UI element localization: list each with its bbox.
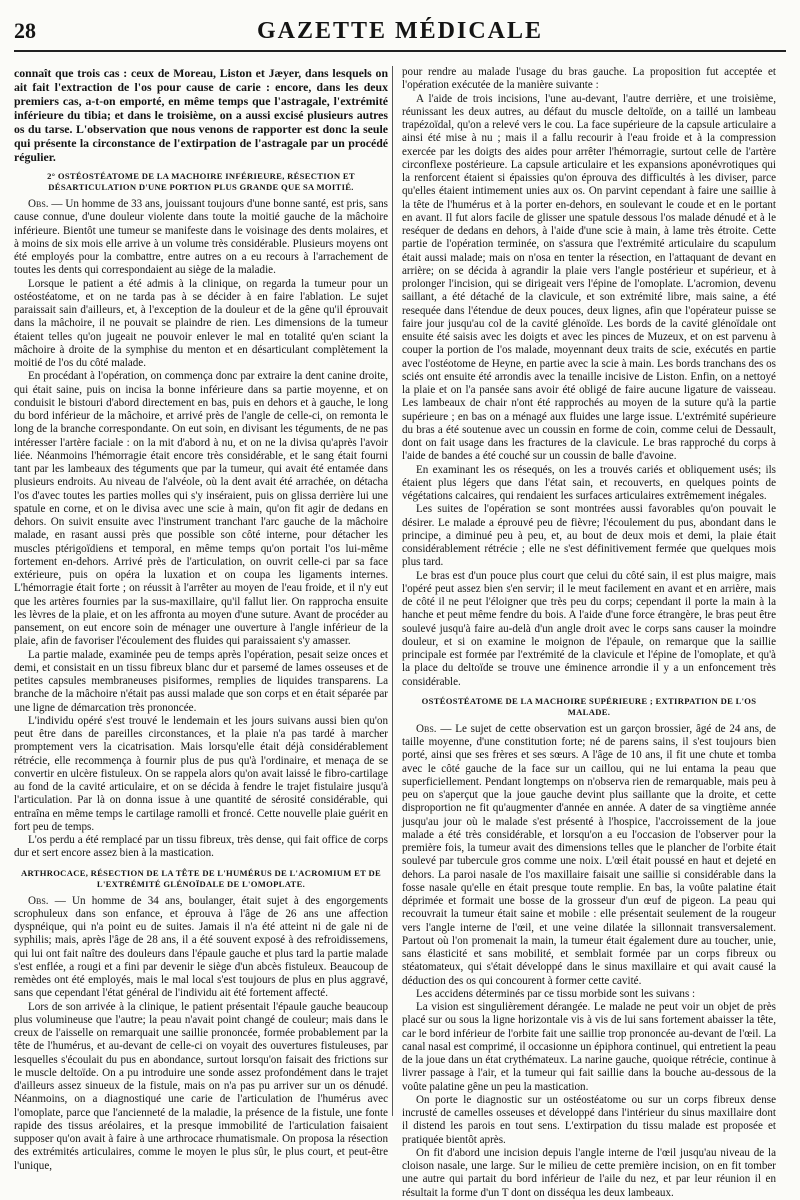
- paragraph: Les suites de l'opération se sont montrées aussi favorables qu'on pouvait le désirer. Le malade a éprouvé peu de fièvre; l'écoulement du pus, abondant dans le principe, a diminué peu à peu, et, au bout de deux mois et demi, la plaie était considérablement rétrécie ; elle ne s'est définitivement fermée que quelques mois plus tard.: [402, 503, 776, 569]
- paragraph: L'individu opéré s'est trouvé le lendemain et les jours suivans aussi bien qu'on peut être dans de pareilles circonstances, et la plaie n'a pas tardé à marcher promptement vers la cicatrisation. Mais lorsqu'elle était déjà considérablement rétrécie, elle recommença à fournir plus de pus qu'à l'ordinaire, et menaça de se convertir en ulcère fistuleux. On se rappela alors qu'on avait laissé le fibro-cartilage au fond de la cavité articulaire, et on se décida à fendre le trajet fistulaire jusqu'à l'articulation. Par là on donna issue à une quantité de sérosité considérable, qui entraîna en même temps le cartilage ramolli et froncé. Cette nouvelle plaie guérit en fort peu de temps.: [14, 714, 388, 833]
- section-heading: 2° OSTÉOSTÉATOME DE LA MACHOIRE INFÉRIEURE, RÉSECTION ET DÉSARTICULATION D'UNE PORTION PLUS GRANDE QUE SA MOITIÉ.: [47, 171, 355, 192]
- journal-title: GAZETTE MÉDICALE: [256, 18, 544, 44]
- obs-label: Obs.: [416, 722, 437, 735]
- paragraph: [14, 895, 388, 1001]
- paragraph: [402, 723, 776, 988]
- paragraph: La vision est singulièrement dérangée. Le malade ne peut voir un objet de près placé sur ou sous la ligne horizontale vis à vis de lui sans fortement abaisser la tête, car le bord inférieur de l'orbite fait une saillie trop prononcée au-devant de l'œil. La canal nasal est comprimé, il occasionne un épiphora continuel, qui entretient la peau de la joue dans un état crythémateux. La narine gauche, quoique rétrécie, continue à livrer passage à l'air, et la tumeur qui fait saillie dans la bouche au-dessous de la voûte palatine gêne un peu la mastication.: [402, 1001, 776, 1093]
- paragraph: Les accidens déterminés par ce tissu morbide sont les suivans :: [416, 987, 696, 1000]
- paragraph: En procédant à l'opération, on commença donc par extraire la dent canine droite, qui était saine, puis on incisa la bonne inférieure dans sa partie moyenne, et on conduisit le bistouri d'abord directement en bas, puis en dehors et à gauche, le long du bord inférieur de la mâchoire, et arrivé près de l'angle de celle-ci, on remonta le long de la branche correspondante. On eut soin, en divisant les téguments, de ne pas intéresser l'artère faciale : on la mit d'abord à nu, et on ne la divisa qu'après l'avoir liée. Néanmoins l'hémorragie était encore très considérable, et le sang était fourni tant par les lambeaux des téguments que par la tumeur, qui avait été entamée dans plusieurs endroits. Au niveau de l'alvéole, où la dent avait été arrachée, on détacha l'os d'avec toutes les parties molles qui s'y inséraient, puis on glissa derrière lui une spatule en corne, et on le divisa avec une scie à main, qu'on fit agir de dedans en dehors. On suivit ensuite avec l'instrument tranchant l'arc gauche de la mâchoire malade, en rasant aussi près que possible son côté interne, pour détacher les muscles ptérigoïdiens et temporal, en même temps qu'on portait l'os lui-même fortement en-dehors. Arrivé près de l'articulation, on ouvrit celle-ci par sa face extérieure, puis on opéra la luxation et on coupa les ligaments internes. L'hémorragie était forte ; on réussit à l'arrêter au moyen de l'eau froide, et il n'y eut que les artères fournies par la sus-maxillaire, qu'il fallut lier. On rapprocha ensuite les lèvres de la plaie, et on les affronta au moyen d'une suture. Avant de procéder au pansement, on eut encore soin de ménager une ouverture à l'angle inférieur de la plaie, afin de favoriser l'écoulement des fluides qui paraissaient s'y amasser.: [14, 370, 388, 648]
- page-header: [14, 16, 786, 52]
- paragraph: L'os perdu a été remplacé par un tissu fibreux, très dense, qui fait office de corps dur et sert encore assez bien à la mastication.: [14, 834, 388, 860]
- lead-paragraph: connaît que trois cas : ceux de Moreau, Liston et Jæyer, dans lesquels on ait fait l'extraction de l'os pour cause de carie : encore, dans les deux premiers cas, a-t-on emporté, en même temps que l'astragale, l'extrémité inférieure du tibia; et dans le troisième, on a aussi excisé plusieurs autres os du tarse. L'observation que nous venons de rapporter est donc la seule qui présente la circonstance de l'extirpation de l'astragale par un procédé régulier.: [14, 66, 388, 164]
- paragraph: On fit d'abord une incision depuis l'angle interne de l'œil jusqu'au niveau de la cloison nasale, une large. Sur le milieu de cette première incision, on en fit tomber une autre qui partait du bord inférieur de l'aile du nez, et par leur réunion il en résultait la forme d'un T dont on disséqua les deux lambeaux.: [402, 1146, 776, 1199]
- right-column: [402, 66, 776, 1199]
- obs-label: Obs.: [28, 894, 49, 907]
- paragraph: A l'aide de trois incisions, l'une au-devant, l'autre derrière, et une troisième, réunissant les deux autres, au défaut du muscle deltoïde, on a taillé un lambeau trapézoïdal, qu'on a relevé vers le cou. La face supérieure de la capsule articulaire a ainsi été mise à nu ; mais il a fallu recourir à l'eau froide et à la compression exercée par les doigts des aides pour arrêter l'hémorragie, surtout celle de l'artère circonflexe postérieure. La capsule articulaire et les expansions aponévrotiques qui la renforcent étaient si épaissies qu'on éprouva des difficultés à les diviser, parce qu'elles étaient intimement unies aux os. On parvint cependant à faire une saillie à la tête de l'humérus et à la porter en-dehors, en soulevant le coude et en le portant en avant. Il fut alors facile de glisser une spatule dessous l'os malade dénudé et à le reséquer de dedans en dehors, à l'aide d'une scie à main, à lame très étroite. Cette partie de l'opération terminée, on s'assura que l'extrémité articulaire du scapulum était aussi malade; mais on n'osa en tenter la résection, en l'attaquant de devant en arrière; on se décida à agrandir la plaie vers l'angle postérieur et supérieur, et à prolonger l'incision, qui se dirigeait vers l'épine de l'omoplate. L'acromion, devenu saillant, a été détaché de la clavicule, et son extrémité libre, mais saine, a été resequée dans l'étendue de deux pouces, deux lignes, afin que l'opérateur puisse se faire jour jusqu'au col de la cavité glénoïde. Les bords de la cavité glénoïdale ont ensuite été saisis avec les doigts et avec les pinces de Muzeux, et on est parvenu à couper la portion de l'os malade, moyennant deux traits de scie, exécutés en partie avec l'ostéotome de Heyne, en partie avec la scie à main. Les bords tranchans des os sciés ont ensuite été arrondis avec la tenaille incisive de Liston. Enfin, on a nettoyé la plaie et on l'a pansée sans avoir été obligé de faire aucune ligature de vaisseau. Les lambeaux de chair n'ont été rapprochés au moyen de la suture qu'à la partie supérieure ; en bas on a ménagé aux fluides une large issue. L'extrémité supérieure du bras a été soutenue avec un coussin en forme de coin, comme celui de Dessault, dont on fait usage dans les fractures de la clavicule. Le bras rapproché du corps à l'aide de bandes a été couché sur un coussin de balle d'avoine.: [402, 92, 776, 463]
- paragraph: En examinant les os résequés, on les a trouvés cariés et obliquement usés; ils étaient plus légers que dans l'état sain, et recouverts, en quelques points de végétations calcaires, qui rendaient les surfaces articulaires extrêmement inégales.: [402, 463, 776, 502]
- paragraph: On porte le diagnostic sur un ostéostéatome ou sur un corps fibreux dense incrusté de camelles osseuses et développé dans l'intérieur du sinus maxillaire dont il distend les parois en tout sens. L'extirpation du tissu malade est proposée et pratiquée bientôt après.: [402, 1093, 776, 1146]
- paragraph: Lors de son arrivée à la clinique, le patient présentait l'épaule gauche beaucoup plus volumineuse que l'autre; la peau n'avait point changé de couleur; mais dans le creux de l'aisselle on remarquait une saillie prononcée, formée probablement par la tête de l'humérus, et au-devant de celle-ci on voyait des ouvertures fistuleuses, par lesquelles s'écoulait du pus en abondance, surtout lorsqu'on faisait des frictions sur le muscle deltoïde. On a pu introduire une sonde assez profondément dans le trajet d'ailleurs assez sinueux de la fistule, mais on n'a pas pu arriver sur un os dénudé. Néanmoins, on a diagnostiqué une carie de l'articulation de l'humérus avec l'omoplate, parce que l'ancienneté de la maladie, la présence de la fistule, une fonte rapide des tissus aréolaires, et la presque immobilité de l'articulation faisaient supposer qu'on avait à faire à une arthrocace rhumatismale. On proposa la résection des extrémités articulaires, comme le moyen le plus sûr, le plus court, et peut-être l'unique,: [14, 1000, 388, 1172]
- left-column: [14, 66, 388, 1172]
- paragraph: [14, 198, 388, 278]
- section-heading: ARTHROCACE, RÉSECTION DE LA TÊTE DE L'HUMÉRUS DE L'ACROMIUM ET DE L'EXTRÉMITÉ GLÉNOÏDALE DE L'OMOPLATE.: [20, 867, 382, 889]
- section-heading: OSTÉOSTÉATOME DE LA MACHOIRE SUPÉRIEURE ; EXTIRPATION DE L'OS MALADE.: [421, 695, 757, 717]
- paragraph: Lorsque le patient a été admis à la clinique, on regarda la tumeur pour un ostéostéatome, et on ne tarda pas à se décider à en faire l'ablation. Le sujet paraissait sain d'ailleurs, et, à l'exception de la douleur et de la gêne qu'il éprouvait dans la mâchoire, il ne pouvait se plaindre de rien. Les dimensions de la tumeur étaient telles qu'on jugeait ne pouvoir enlever le mal en totalité qu'en sciant la mâchoire à droite de la symphise du menton et en désarticulant complètement la moitié de l'os du côté malade.: [14, 277, 388, 369]
- paragraph-text: — Le sujet de cette observation est un garçon brossier, âgé de 24 ans, de taille moyenne, d'une constitution forte; né de parens sains, il s'est toujours bien porté, ainsi que ses frères et ses sœurs. A l'âge de 10 ans, il fit une chute et tomba avec le côté gauche de la face sur un caillou, qui ne lui entama la peau que superficiellement. Pendant longtemps on n'observa rien de remarquable, mais peu à peu on s'aperçut que la joue gauche devint plus saillante que la droite, et cette disproportion ne fit qu'augmenter d'année en année. A dater de sa vingtième année jusqu'au jour où le malade s'est présenté à l'hospice, l'accroissement de la joue malade a été très considérable, et lorsqu'on a eu l'occasion de l'observer pour la première fois, la tumeur avait des dimensions telles que le plancher de l'orbite était soulevé par tubercule gros comme une noix. L'œil était poussé en haut et dejeté en dehors. La paroi nasale de l'os maxillaire faisait une saillie si considérable dans la fosse nasale qu'elle en était presque toute remplie. En bas, la voûte palatine était déprimée et formait une bosse de la grosseur d'un œuf de pigeon. La peau qui recouvrait la tumeur était saine et mobile : elle présentait seulement de la rougeur vers l'angle interne de l'œil, et une veine dilatée la sillonnait transversalement. Partout où l'on promenait la main, la tumeur était également dure au toucher, unie, sans élasticité et sans mobilité, et semblait formée par un corps fibreux ou stéatomateux, qui s'était développé dans le sinus maxillaire et qui avait causé la déduction des os qui concourent à former cette cavité.: [402, 722, 776, 987]
- column-divider: [392, 66, 393, 1116]
- obs-label: Obs.: [28, 198, 49, 210]
- paragraph-text: — Un homme de 33 ans, jouissant toujours d'une bonne santé, est pris, sans cause connue, d'une douleur violente dans toute la moitié gauche de la mâchoire inférieure. Bientôt une tumeur se manifeste dans le voisinage des dents molaires, et à moins de six mois elle arrive à un volume très considérable. Plusieurs moyens ont été employés pour la combattre, entre autres on a eu recours à l'arrachement de toutes les dents qui correspondaient au siège de la maladie.: [14, 198, 388, 277]
- paragraph-text: — Un homme de 34 ans, boulanger, était sujet à des engorgements scrophuleux dans son enfance, et éprouva à l'âge de 26 ans une affection dyspnéique, qui n'a point eu de suites. Jamais il n'a été atteint ni de gale ni de syphilis; mais, après l'âge de 28 ans, il a été souvent exposé à des refroidissemens, qui lui ont fait naître des douleurs dans l'épaule gauche et plus tard la partie malade s'est enflée, a rougi et a fini par devenir le siège d'un abcès fistuleux. Beaucoup de remèdes ont été employés, mais le mal local s'est toujours de plus en plus aggravé, sans que cependant l'état général de l'individu ait été fortement affecté.: [14, 894, 388, 1000]
- paragraph: Le bras est d'un pouce plus court que celui du côté sain, il est plus maigre, mais l'opéré peut assez bien s'en servir; il le meut facilement en avant et en arrière, mais de côté il ne peut l'éloigner que très peu du corps; cependant il porte la main à la hanche et peut même fendre du bois. A l'aide d'une force étrangère, le bras peut être soulevé jusqu'à faire au-delà d'un angle droit avec le corps sans causer la moindre douleur, et si on examine le moignon de l'épaule, on remarque que la saillie principale est formée par l'extrémité de la clavicule et l'épine de l'omoplate, et qu'à la place du deltoïde se trouve une éminence arrondie il y a un enfoncement très considérable.: [402, 569, 776, 688]
- paragraph: La partie malade, examinée peu de temps après l'opération, pesait seize onces et demi, et consistait en un tissu fibreux blanc dur et parsemé de lames osseuses et de petites capsules membraneuses pisiformes, remplies de liquides transparens. La branche de la mâchoire n'était pas aussi malade que son corps et en était séparée par une ligne de démarcation très prononcée.: [14, 648, 388, 714]
- page-number: 28: [14, 18, 36, 43]
- paragraph: pour rendre au malade l'usage du bras gauche. La proposition fut acceptée et l'opération exécutée de la manière suivante :: [402, 66, 776, 92]
